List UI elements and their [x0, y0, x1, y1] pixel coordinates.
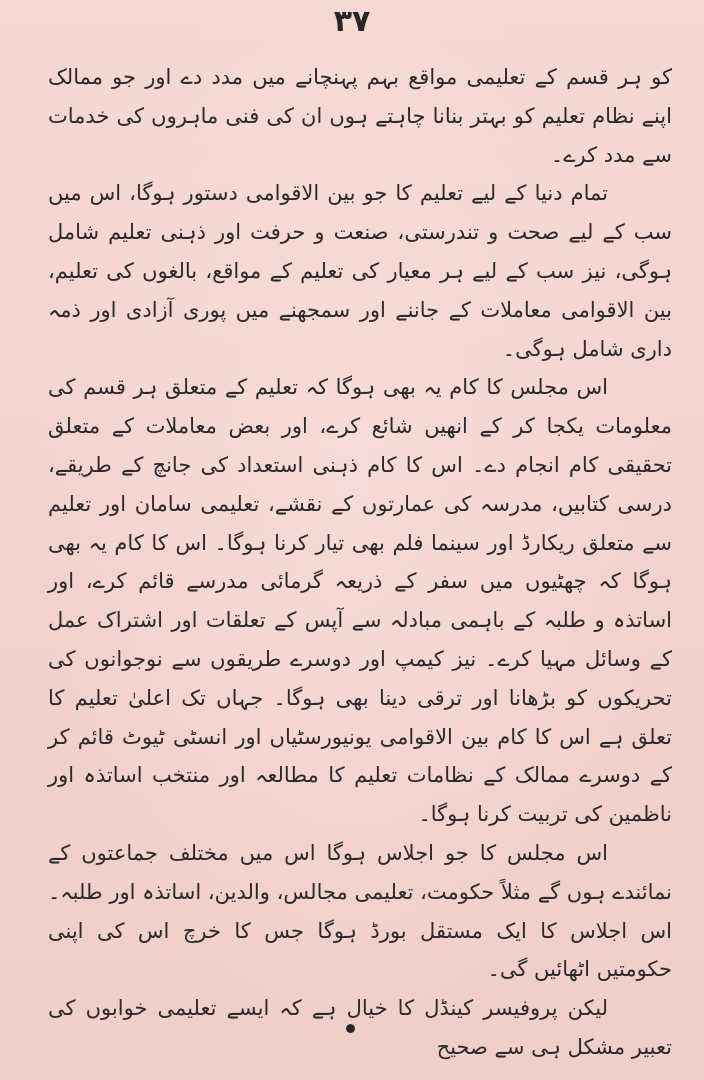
page-bottom-dot — [346, 1024, 355, 1033]
page-number: ۳۷ — [333, 4, 371, 39]
paragraph-2: تمام دنیا کے لیے تعلیم کا جو بین الاقوامی دستور ہوگا، اس میں سب کے لیے صحت و تندرستی، صنعت و حرفت اور ذہنی تعلیم شامل ہوگی، نیز سب کے لیے ہر معیار کی تعلیم کے مواقع، بالغوں کی تعلیم، بین الاقوامی معاملات کے جاننے اور سمجھنے میں پوری آزادی اور ذمہ داری شامل ہوگی۔ — [48, 181, 672, 361]
page-body-text — [48, 58, 672, 1067]
paragraph-4: اس مجلس کا جو اجلاس ہوگا اس میں مختلف جماعتوں کے نمائندے ہوں گے مثلاً حکومت، تعلیمی مجالس، والدین، اساتذہ اور طلبہ۔ اس اجلاس کا ایک مستقل بورڈ ہوگا جس کا خرچ اس کی اپنی حکومتیں اٹھائیں گی۔ — [48, 840, 672, 982]
paragraph-3: اس مجلس کا کام یہ بھی ہوگا کہ تعلیم کے متعلق ہر قسم کی معلومات یکجا کر کے انھیں شائع کرے، اور بعض معاملات کے متعلق تحقیقی کام انجام دے۔ اس کا کام ذہنی استعداد کی جانچ کے طریقے، درسی کتابیں، مدرسہ کی عمارتوں کے نقشے، تعلیمی سامان اور تعلیم سے متعلق ریکارڈ اور سینما فلم بھی تیار کرنا ہوگا۔ اس کا کام یہ بھی ہوگا کہ چھٹیوں میں سفر کے ذریعہ گرمائی مدرسے قائم کرے، اور اساتذہ و طلبہ کے باہمی مبادلہ سے آپس کے تعلقات اور اشتراک عمل کے وسائل مہیا کرے۔ نیز کیمپ اور دوسرے طریقوں سے نوجوانوں کی تحریکوں کو بڑھانا اور ترقی دینا بھی ہوگا۔ جہاں تک اعلیٰ تعلیم کا تعلق ہے اس کا کام بین الاقوامی یونیورسٹیاں اور انسٹی ٹیوٹ قائم کر کے دوسرے ممالک کے نظامات تعلیم کا مطالعہ اور منتخب اساتذہ اور ناظمین کی تربیت کرنا ہوگا۔ — [48, 375, 672, 827]
paragraph-5: لیکن پروفیسر کینڈل کا خیال ہے کہ ایسے تعلیمی خوابوں کی تعبیر مشکل ہی سے صحیح — [48, 996, 672, 1059]
paragraph-1: کو ہر قسم کے تعلیمی مواقع بہم پہنچانے میں مدد دے اور جو ممالک اپنے نظام تعلیم کو بہتر بنانا چاہتے ہوں ان کی فنی ماہروں کی خدمات سے مدد کرے۔ — [48, 65, 672, 167]
